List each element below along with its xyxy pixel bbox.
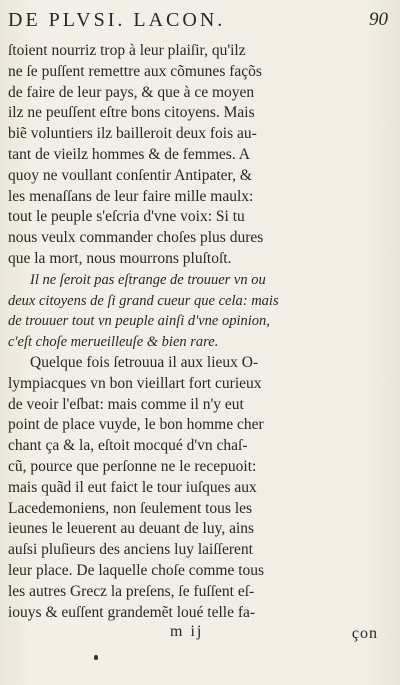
catchword: çon <box>351 625 378 642</box>
text-line: de veoir l'eſbat: mais comme il n'y eut <box>8 395 244 413</box>
text-line: tant de vieilz hommes & de femmes. A <box>8 145 250 163</box>
text-line: lympiacques vn bon vieillart fort curieux <box>8 374 262 392</box>
text-line: mais quãd il eut faict le tour iuſques aux <box>8 478 257 496</box>
folio-number: 90 <box>369 9 388 30</box>
text-line: que la mort, nous mourrons pluſtoſt. <box>8 249 232 267</box>
text-line: biẽ voluntiers ilz bailleroit deux fois au- <box>8 125 257 143</box>
text-line: cũ, pource que perſonne ne le recepuoit: <box>8 457 257 475</box>
text-line: tout le peuple s'eſcria d'vne voix: Si tu <box>8 208 245 226</box>
text-line: point de place vuyde, le bon homme cher <box>8 416 264 434</box>
body-text <box>8 41 376 623</box>
italic-line: deux citoyens de ſi grand cueur que cela: mais <box>8 292 279 309</box>
text-line: les menaſſans de leur faire mille maulx: <box>8 187 254 205</box>
italic-line: c'eſt choſe merueilleuſe & bien rare. <box>8 334 219 351</box>
text-line: ne ſe puſſent remettre aux cõmunes façõs <box>8 62 262 80</box>
text-line: chant ça & la, eſtoit mocqué d'vn chaſ- <box>8 437 248 455</box>
text-line: Lacedemoniens, non ſeulement tous les <box>8 499 253 517</box>
signature-mark: m ij <box>170 623 204 640</box>
text-line: ſtoient nourriz trop à leur plaiſir, qu'ilz <box>8 42 246 59</box>
text-line: ieunes le leuerent au deuant de luy, ains <box>8 520 255 538</box>
text-line: auſsi pluſieurs des anciens luy laiſſerent <box>8 541 253 559</box>
text-line: les autres Grecz la preſens, ſe fuſſent eſ- <box>8 582 255 600</box>
text-line: nous veulx commander choſes plus dures <box>8 229 264 247</box>
text-line: ilz ne peuſſent eſtre bons citoyens. Mais <box>8 104 255 122</box>
text-line: Quelque fois ſetrouua il aux lieux O- <box>30 353 259 371</box>
italic-line: de trouuer tout vn peuple ainſi d'vne opinion, <box>8 313 270 330</box>
text-line: de faire de leur pays, & que à ce moyen <box>8 83 255 101</box>
text-line: quoy ne voullant conſentir Antipater, & <box>8 166 252 184</box>
running-title: DE PLVSI. LACON. <box>8 9 226 31</box>
text-line: iouys & euſſent grandemẽt loué telle fa- <box>8 603 256 621</box>
ink-spot <box>94 655 98 660</box>
page-header <box>8 3 388 39</box>
text-line: leur place. De laquelle choſe comme tous <box>8 561 265 579</box>
italic-line: Il ne ſeroit pas eſtrange de trouuer vn ou <box>30 271 266 288</box>
